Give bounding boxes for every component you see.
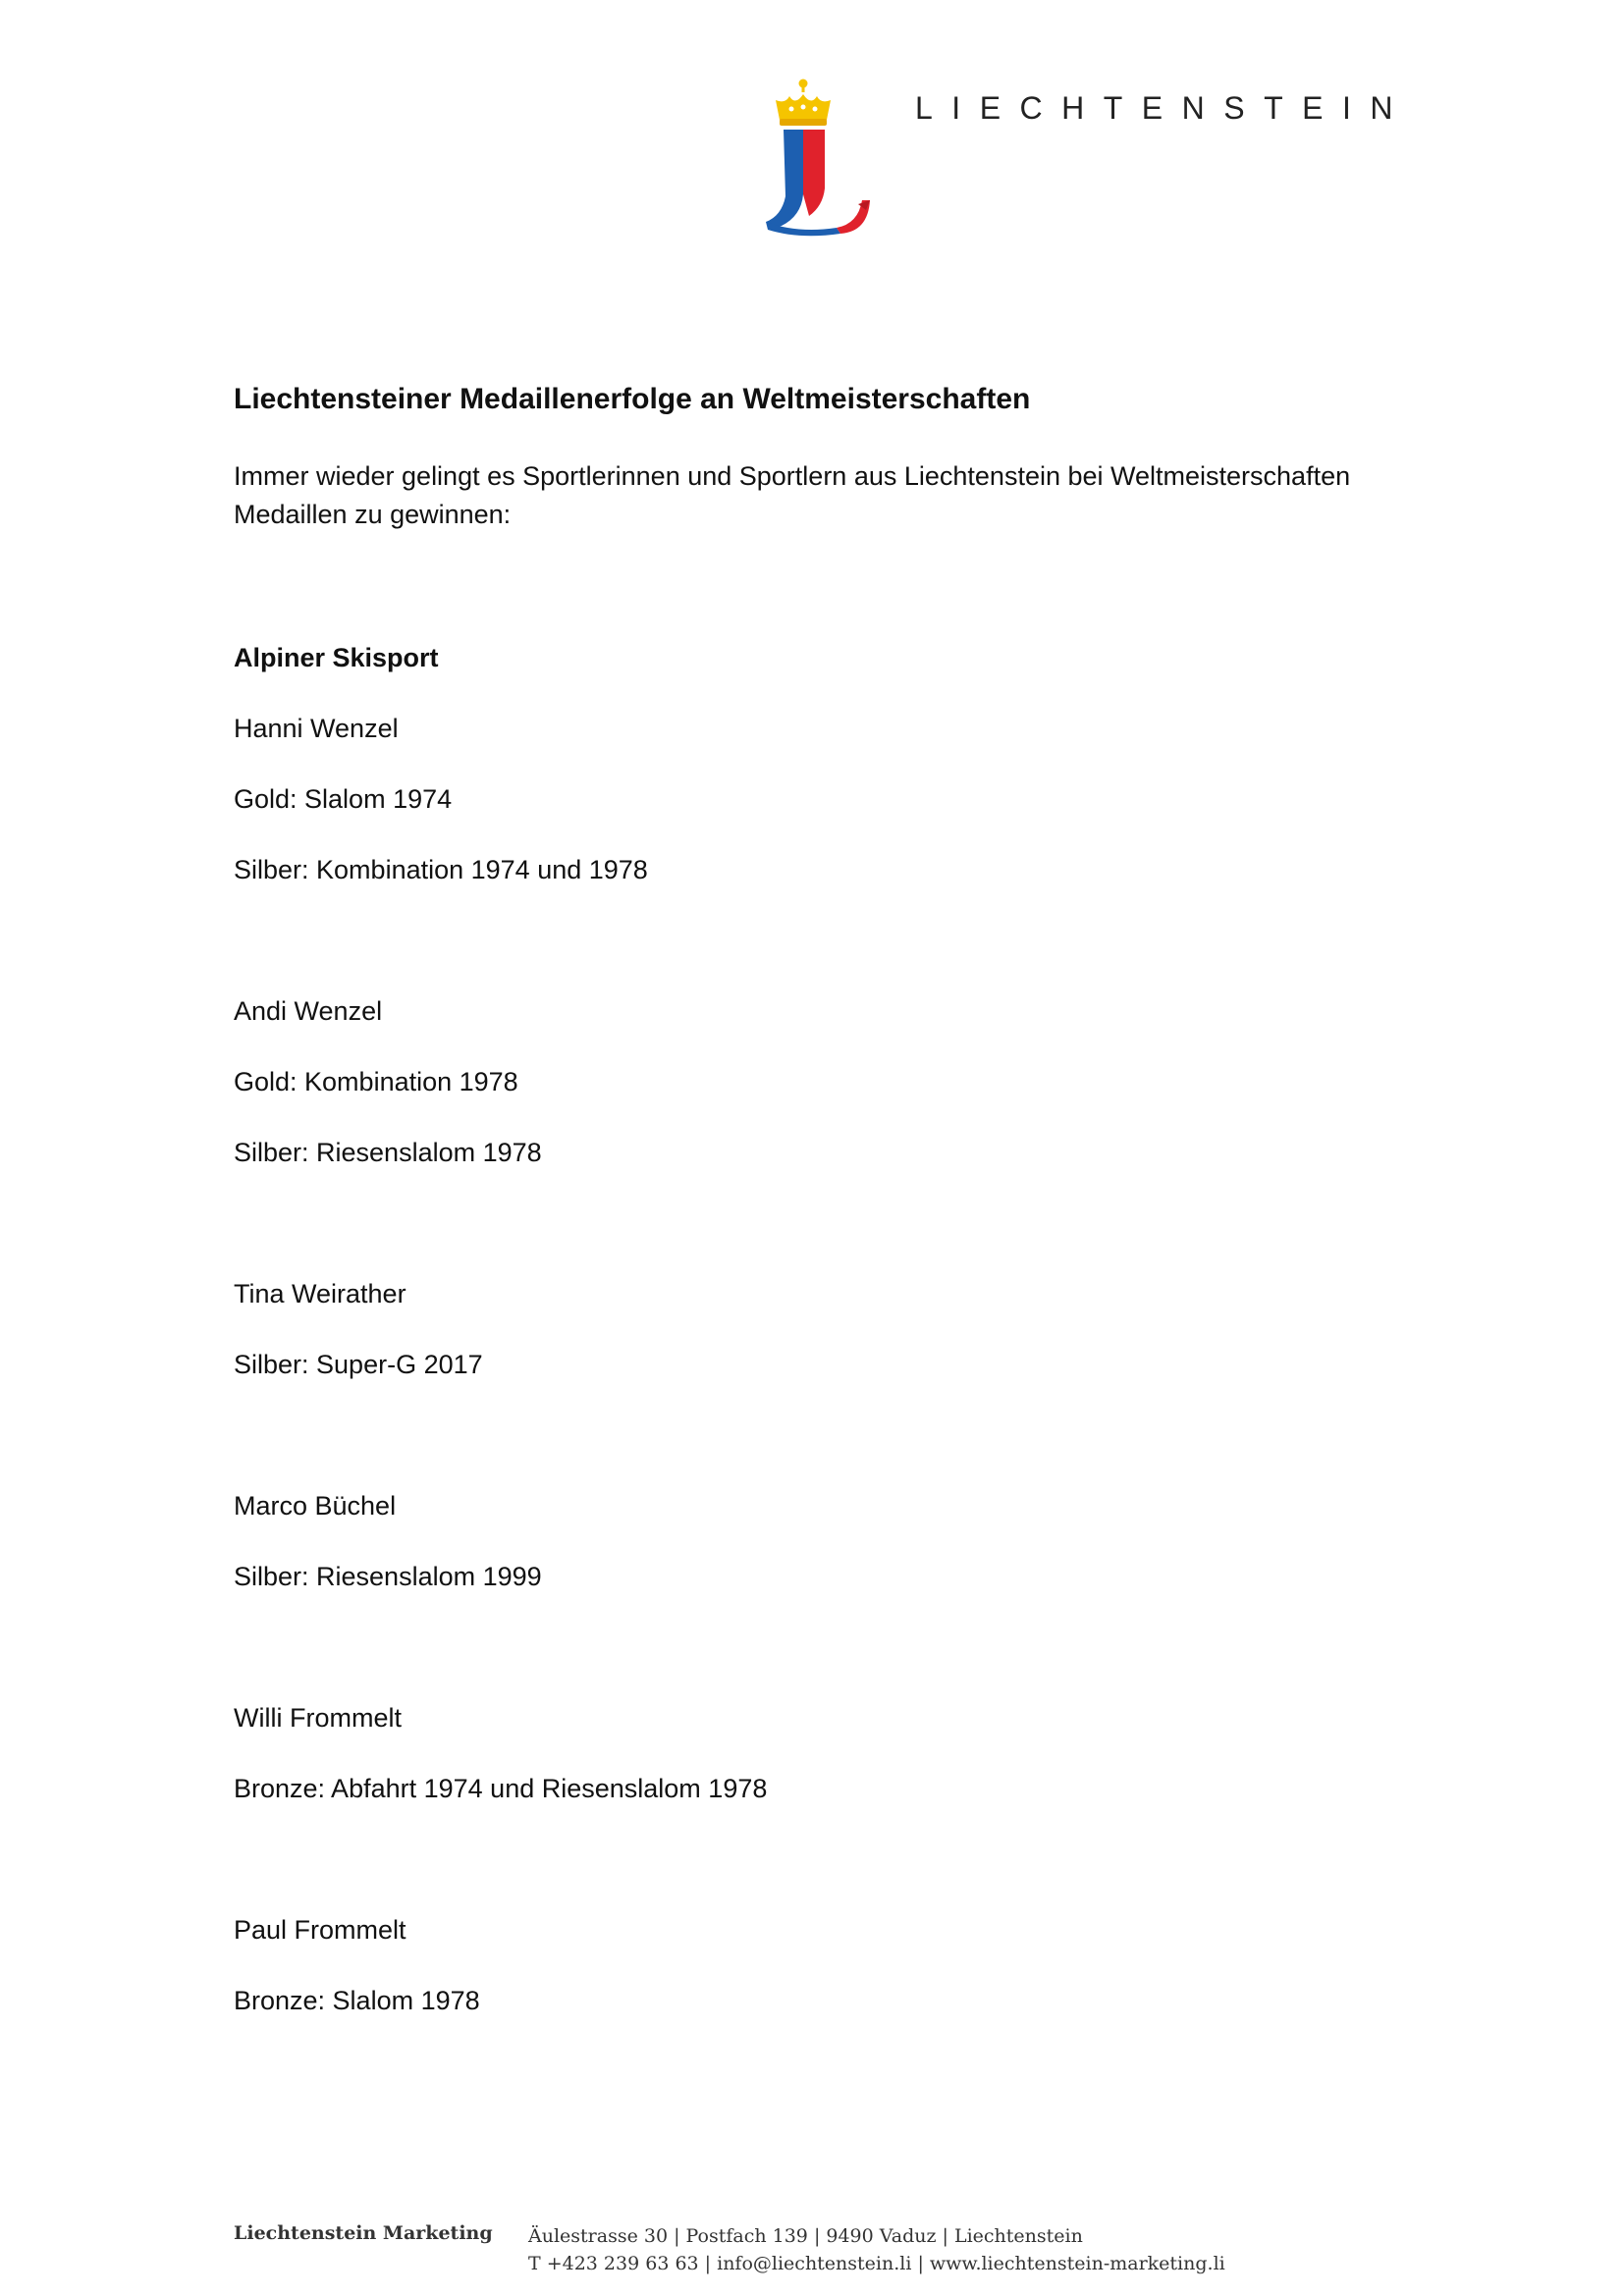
medal-entry: Silber: Kombination 1974 und 1978	[234, 855, 648, 884]
athlete-name: Andi Wenzel	[234, 996, 383, 1026]
section-heading: Alpiner Skisport	[234, 643, 439, 672]
document-title: Liechtensteiner Medaillenerfolge an Weltmeisterschaften	[234, 383, 1031, 415]
medal-entry: Bronze: Slalom 1978	[234, 1986, 480, 2015]
liechtenstein-wordmark: LIECHTENSTEIN	[915, 90, 1412, 126]
footer-address-line: Äulestrasse 30 | Postfach 139 | 9490 Vaduz | Liechtenstein	[528, 2225, 1083, 2247]
medal-entry: Bronze: Abfahrt 1974 und Riesenslalom 1978	[234, 1774, 768, 1803]
medal-entry: Silber: Riesenslalom 1978	[234, 1138, 542, 1167]
athlete-name: Hanni Wenzel	[234, 714, 399, 743]
footer-contact-line: T +423 239 63 63 | info@liechtenstein.li | www.liechtenstein-marketing.li	[528, 2253, 1225, 2274]
athlete-name: Tina Weirather	[234, 1279, 406, 1308]
athlete-name: Marco Büchel	[234, 1491, 397, 1521]
medal-entry: Gold: Slalom 1974	[234, 784, 453, 814]
athlete-name: Paul Frommelt	[234, 1915, 406, 1945]
intro-paragraph: Immer wieder gelingt es Sportlerinnen und Sportlern aus Liechtenstein bei Weltmeisterschaften Medaillen zu gewinnen:	[234, 461, 1351, 529]
athlete-name: Willi Frommelt	[234, 1703, 402, 1733]
footer-contact	[528, 2222, 1225, 2277]
footer-organization: Liechtenstein Marketing	[234, 2222, 493, 2244]
liechtenstein-logo-icon	[764, 79, 874, 238]
medal-entry: Gold: Kombination 1978	[234, 1067, 518, 1096]
medal-entry: Silber: Riesenslalom 1999	[234, 1562, 542, 1591]
medal-entry: Silber: Super-G 2017	[234, 1350, 483, 1379]
crown-icon	[776, 80, 831, 127]
